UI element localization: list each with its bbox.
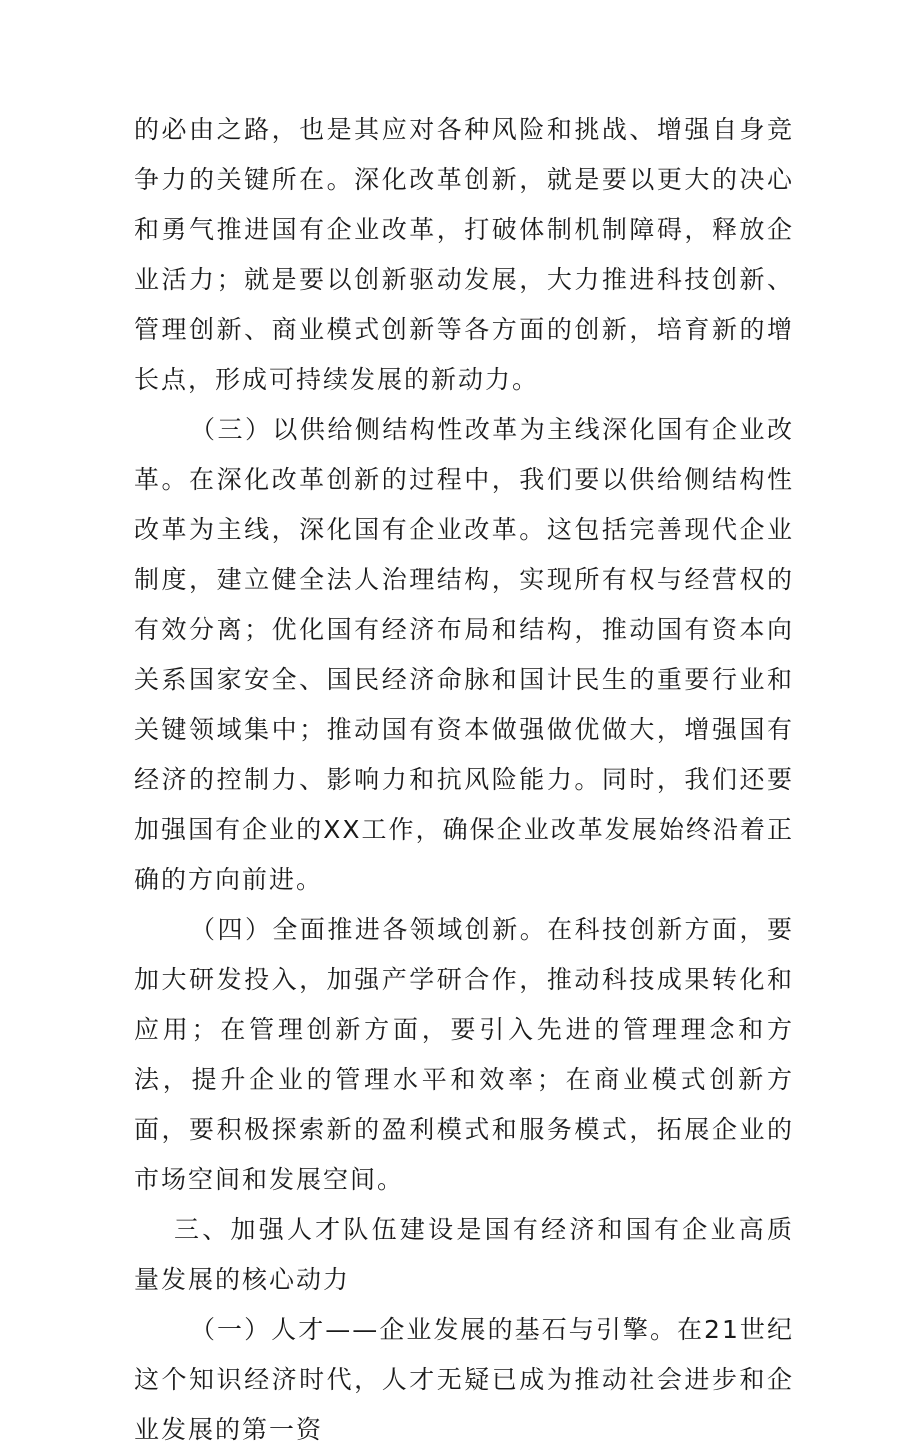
paragraph-section-4: （四）全面推进各领域创新。在科技创新方面，要加大研发投入，加强产学研合作，推动科技成果转化和应用；在管理创新方面，要引入先进的管理理念和方法，提升企业的管理水平和效率；在商业模式创新方面，要积极探索新的盈利模式和服务模式，拓展企业的市场空间和发展空间。 bbox=[134, 915, 794, 1194]
paragraph-talent-1: （一）人才——企业发展的基石与引擎。在21世纪这个知识经济时代，人才无疑已成为推动社会进步和企业发展的第一资 bbox=[134, 1315, 794, 1444]
paragraph-section-3: （三）以供给侧结构性改革为主线深化国有企业改革。在深化改革创新的过程中，我们要以供给侧结构性改革为主线，深化国有企业改革。这包括完善现代企业制度，建立健全法人治理结构，实现所有权与经营权的有效分离；优化国有经济布局和结构，推动国有资本向关系国家安全、国民经济命脉和国计民生的重要行业和关键领域集中；推动国有资本做强做优做大，增强国有经济的控制力、影响力和抗风险能力。同时，我们还要加强国有企业的XX工作，确保企业改革发展始终沿着正确的方向前进。 bbox=[134, 415, 794, 894]
chapter-heading-3: 三、加强人才队伍建设是国有经济和国有企业高质量发展的核心动力 bbox=[134, 1215, 794, 1294]
document-page bbox=[134, 105, 794, 1455]
paragraph-continuation: 的必由之路，也是其应对各种风险和挑战、增强自身竞争力的关键所在。深化改革创新，就是要以更大的决心和勇气推进国有企业改革，打破体制机制障碍，释放企业活力；就是要以创新驱动发展，大力推进科技创新、管理创新、商业模式创新等各方面的创新，培育新的增长点，形成可持续发展的新动力。 bbox=[134, 115, 794, 394]
